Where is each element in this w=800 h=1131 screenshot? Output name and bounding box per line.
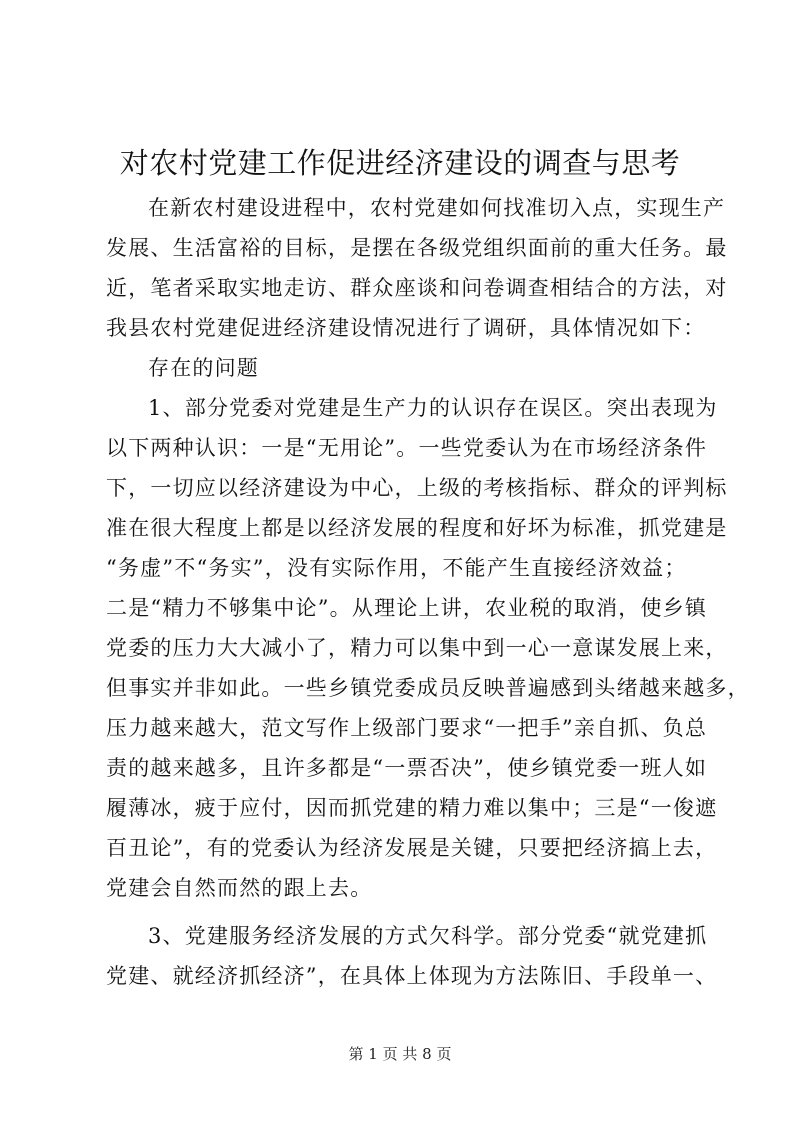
text-line: 压力越来越大，范文写作上级部门要求“一把手”亲自抓、负总 [106, 716, 708, 740]
document-title: 对农村党建工作促进经济建设的调查与思考 [119, 146, 681, 180]
text-line: 党建会自然而然的跟上去。 [106, 876, 373, 900]
text-line: 下，一切应以经济建设为中心，上级的考核指标、群众的评判标 [106, 476, 728, 500]
paragraph-item-3 [106, 916, 718, 996]
paragraph-item-1 [106, 388, 750, 908]
text-line: 准在很大程度上都是以经济发展的程度和好坏为标准，抓党建是 [106, 516, 728, 540]
text-line: 存在的问题 [148, 356, 259, 380]
section-heading-problems [106, 348, 702, 388]
paragraph-intro [106, 188, 728, 348]
text-line: 百丑论”，有的党委认为经济发展是关键，只要把经济搞上去， [106, 836, 718, 860]
text-line: 二是“精力不够集中论”。从理论上讲，农业税的取消，使乡镇 [106, 596, 708, 620]
paragraph-spacer [106, 908, 702, 916]
text-line: 党委的压力大大减小了，精力可以集中到一心一意谋发展上来， [106, 636, 728, 660]
text-line: 履薄冰，疲于应付，因而抓党建的精力难以集中；三是“一俊遮 [106, 796, 718, 820]
document-body [106, 188, 750, 996]
text-line: 以下两种认识：一是“无用论”。一些党委认为在市场经济条件 [106, 436, 708, 460]
text-line: 3、党建服务经济发展的方式欠科学。部分党委“就党建抓 [148, 924, 708, 948]
text-line: “务虚”不“务实”，没有实际作用，不能产生直接经济效益； [106, 556, 687, 580]
text-line: 发展、生活富裕的目标，是摆在各级党组织面前的重大任务。最 [106, 236, 728, 260]
text-line: 责的越来越多，且许多都是“一票否决”，使乡镇党委一班人如 [106, 756, 708, 780]
text-line: 但事实并非如此。一些乡镇党委成员反映普遍感到头绪越来越多， [106, 676, 750, 700]
text-line: 1、部分党委对党建是生产力的认识存在误区。突出表现为 [148, 396, 718, 420]
page-footer: 第 1 页 共 8 页 [348, 1045, 452, 1063]
text-line: 党建、就经济抓经济”，在具体上体现为方法陈旧、手段单一、 [106, 964, 718, 988]
text-line: 近，笔者采取实地走访、群众座谈和问卷调查相结合的方法，对 [106, 276, 728, 300]
text-line: 在新农村建设进程中，农村党建如何找准切入点，实现生产 [148, 196, 726, 220]
text-line: 我县农村党建促进经济建设情况进行了调研，具体情况如下： [106, 316, 706, 340]
